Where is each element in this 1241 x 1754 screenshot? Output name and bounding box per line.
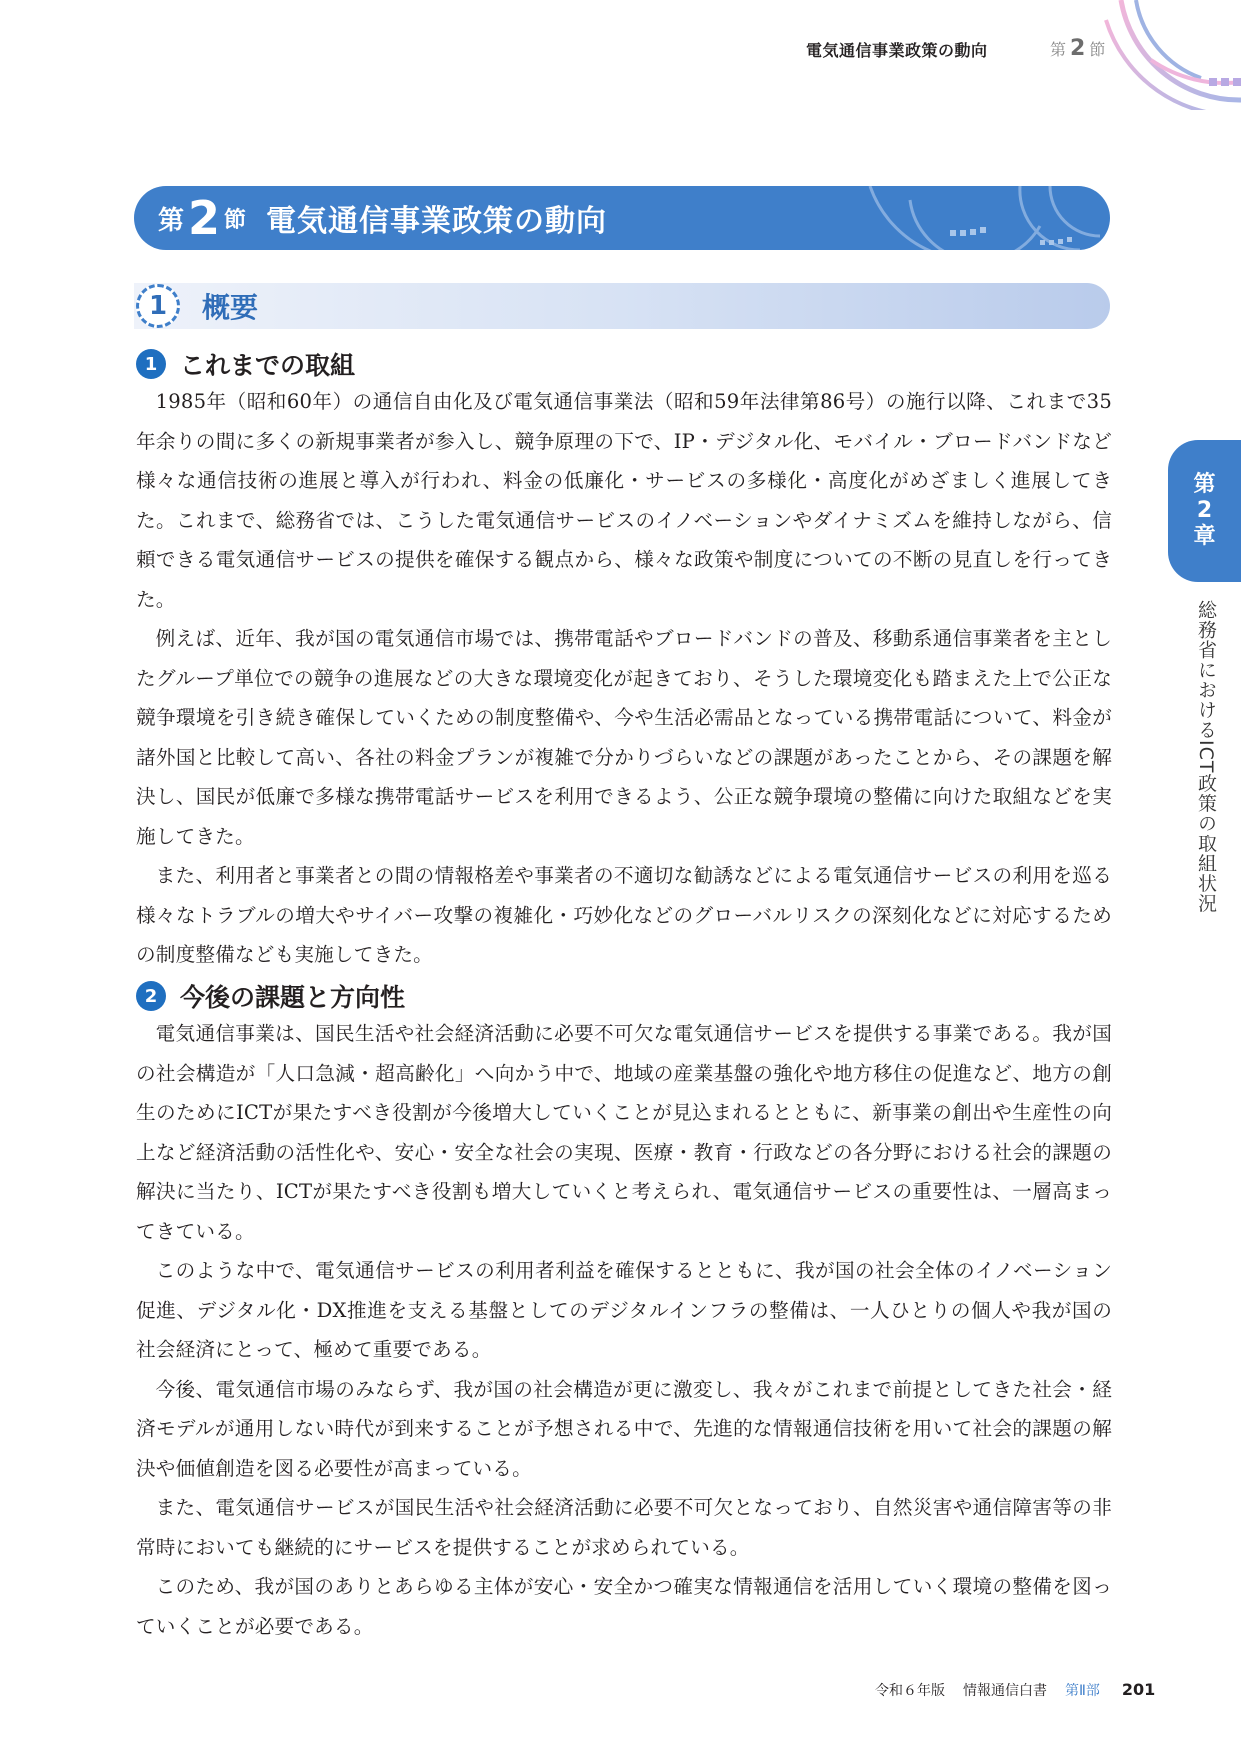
heading-number-badge: 1 [136, 349, 166, 379]
chapter-tab[interactable] [1168, 440, 1241, 582]
footer-edition: 令和６年版 [875, 1683, 945, 1699]
chapter-tab-prefix: 第 [1193, 472, 1216, 497]
running-header-section [1050, 36, 1105, 61]
subsection-number: 1 [136, 284, 180, 328]
subsection-title: 概要 [202, 291, 259, 324]
section-title: 電気通信事業政策の動向 [266, 204, 608, 239]
heading-title: 今後の課題と方向性 [180, 983, 406, 1012]
running-section-number: 2 [1070, 36, 1086, 61]
chapter-tab-suffix: 章 [1193, 524, 1216, 549]
section-number: 2 [188, 191, 221, 245]
paragraph: また、電気通信サービスが国民生活や社会経済活動に必要不可欠となっており、自然災害や通信障害等の非常時においても継続的にサービスを提供することが求められている。 [136, 1496, 1112, 1559]
running-section-suffix: 節 [1089, 40, 1106, 59]
paragraph: 電気通信事業は、国民生活や社会経済活動に必要不可欠な電気通信サービスを提供する事業である。我が国の社会構造が「人口急減・超高齢化」へ向かう中で、地域の産業基盤の強化や地方移住の促進など、地方の創生のためにICTが果たすべき役割が今後増大していくことが見込まれるとともに、新事業の創出や生産性の向上など経済活動の活性化や、安心・安全な社会の実現、医療・教育・行政などの各分野における社会的課題の解決に当たり、ICTが果たすべき役割も増大していくと考えられ、電気通信サービスの重要性は、一層高まってきている。 [136, 1022, 1112, 1243]
paragraph: 例えば、近年、我が国の電気通信市場では、携帯電話やブロードバンドの普及、移動系通信事業者を主としたグループ単位での競争の進展などの大きな環境変化が起きており、そうした環境変化も踏まえた上で公正な競争環境を引き続き確保していくための制度整備や、今や生活必需品となっている携帯電話について、料金が諸外国と比較して高い、各社の料金プランが複雑で分かりづらいなどの課題があったことから、その課題を解決し、国民が低廉で多様な携帯電話サービスを利用できるよう、公正な競争環境の整備に向けた取組などを実施してきた。 [136, 627, 1112, 848]
heading-2 [136, 978, 405, 1014]
subsection-bar [134, 283, 1110, 329]
body-section-1 [136, 382, 1112, 975]
running-header-title: 電気通信事業政策の動向 [806, 41, 988, 60]
heading-number-badge: 2 [136, 981, 166, 1011]
paragraph: 今後、電気通信市場のみならず、我が国の社会構造が更に激変し、我々がこれまで前提としてきた社会・経済モデルが通用しない時代が到来することが予想される中で、先進的な情報通信技術を用いて社会的課題の解決や価値創造を図る必要性が高まっている。 [136, 1377, 1112, 1480]
chapter-tab-number: 2 [1196, 498, 1213, 523]
heading-title: これまでの取組 [180, 351, 356, 380]
section-suffix: 節 [224, 207, 247, 233]
section-prefix: 第 [158, 205, 185, 236]
paragraph: また、利用者と事業者との間の情報格差や事業者の不適切な勧誘などによる電気通信サービスの利用を巡る様々なトラブルの増大やサイバー攻撃の複雑化・巧妙化などのグローバルリスクの深刻化などに対応するための制度整備なども実施してきた。 [136, 864, 1112, 966]
paragraph: このような中で、電気通信サービスの利用者利益を確保するとともに、我が国の社会全体のイノベーション促進、デジタル化・DX推進を支える基盤としてのデジタルインフラの整備は、一人ひとりの個人や我が国の社会経済にとって、極めて重要である。 [136, 1259, 1112, 1361]
paragraph: このため、我が国のありとあらゆる主体が安心・安全かつ確実な情報通信を活用していく環境の整備を図っていくことが必要である。 [136, 1575, 1112, 1638]
footer-part: 第Ⅱ部 [1065, 1683, 1100, 1699]
chapter-vertical-title: 総務省におけるICT政策の取組状況 [1195, 600, 1217, 914]
page-footer [875, 1680, 1155, 1700]
running-section-prefix: 第 [1050, 40, 1067, 59]
page-number: 201 [1121, 1680, 1156, 1699]
heading-1 [136, 346, 355, 382]
paragraph: 1985年（昭和60年）の通信自由化及び電気通信事業法（昭和59年法律第86号）の施行以降、これまで35年余りの間に多くの新規事業者が参入し、競争原理の下で、IP・デジタル化、モバイル・ブロードバンドなど様々な通信技術の進展と導入が行われ、料金の低廉化・サービスの多様化・高度化がめざましく進展してきた。これまで、総務省では、こうした電気通信サービスのイノベーションやダイナミズムを維持しながら、信頼できる電気通信サービスの提供を確保する観点から、様々な政策や制度についての不断の見直しを行ってきた。 [136, 390, 1113, 611]
body-section-2 [136, 1014, 1112, 1646]
section-banner [134, 186, 1110, 250]
banner-circuit-decoration-icon [850, 186, 1110, 250]
corner-arc-decoration-icon [1101, 0, 1241, 110]
footer-book-title: 情報通信白書 [963, 1683, 1047, 1699]
